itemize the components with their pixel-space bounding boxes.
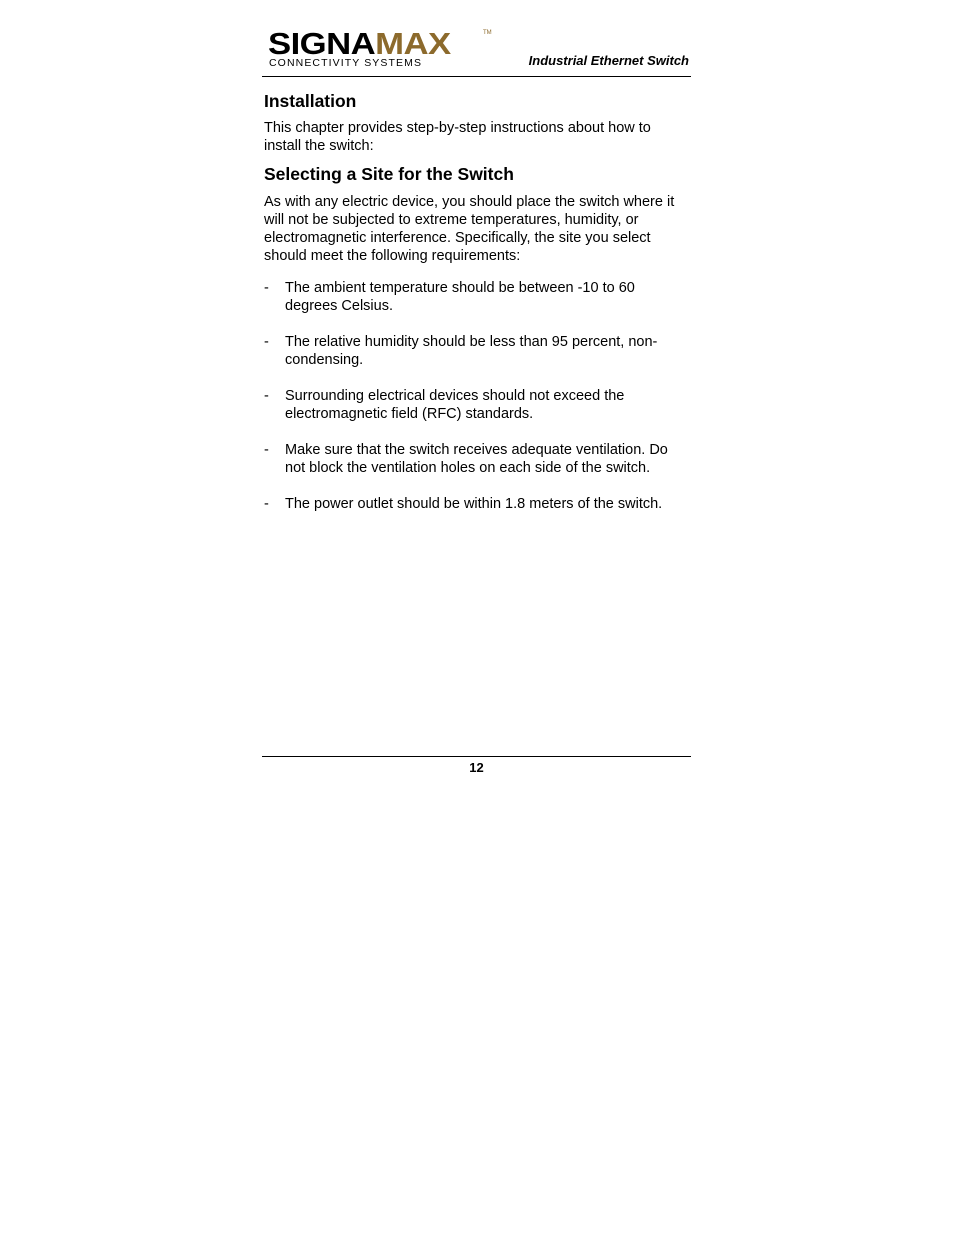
site-selection-paragraph: As with any electric device, you should place the switch where it will not be subjected to extreme temperatures, humidity, or electromagnetic interference. Specifically, the site you select should meet the following requirements: bbox=[264, 194, 675, 264]
bullet-dash: - bbox=[264, 280, 269, 296]
logo-wordmark-gold: MAX bbox=[375, 26, 451, 61]
intro-paragraph: This chapter provides step-by-step instructions about how to install the switch: bbox=[264, 120, 651, 154]
list-item bbox=[264, 279, 688, 315]
signamax-logo bbox=[268, 28, 492, 72]
list-item bbox=[264, 495, 688, 513]
list-item bbox=[264, 333, 688, 369]
list-item-text: Make sure that the switch receives adequate ventilation. Do not block the ventilation holes on each side of the switch. bbox=[285, 442, 668, 476]
bullet-dash: - bbox=[264, 496, 269, 512]
list-item bbox=[264, 387, 688, 423]
page-header bbox=[262, 26, 691, 77]
logo-trademark: TM bbox=[483, 30, 492, 36]
list-item-text: The power outlet should be within 1.8 meters of the switch. bbox=[285, 496, 663, 512]
list-item-text: The ambient temperature should be between -10 to 60 degrees Celsius. bbox=[285, 280, 635, 314]
logo-wordmark-dark: SIGNA bbox=[268, 26, 376, 61]
logo-wordmark bbox=[268, 27, 451, 61]
list-item-text: The relative humidity should be less than 95 percent, non-condensing. bbox=[285, 334, 658, 368]
section-title-site-selection: Selecting a Site for the Switch bbox=[264, 164, 514, 184]
section-title-installation: Installation bbox=[264, 91, 357, 111]
requirements-list bbox=[264, 279, 688, 513]
list-item-text: Surrounding electrical devices should not exceed the electromagnetic field (RFC) standards. bbox=[285, 388, 625, 422]
bullet-dash: - bbox=[264, 442, 269, 458]
bullet-dash: - bbox=[264, 334, 269, 350]
header-title: Industrial Ethernet Switch bbox=[528, 53, 689, 68]
page-content bbox=[264, 90, 688, 531]
list-item bbox=[264, 441, 688, 477]
document-page bbox=[262, 0, 691, 800]
page-number: 12 bbox=[469, 760, 484, 775]
logo-subtitle: CONNECTIVITY SYSTEMS bbox=[269, 57, 423, 69]
bullet-dash: - bbox=[264, 388, 269, 404]
page-footer bbox=[262, 756, 691, 775]
